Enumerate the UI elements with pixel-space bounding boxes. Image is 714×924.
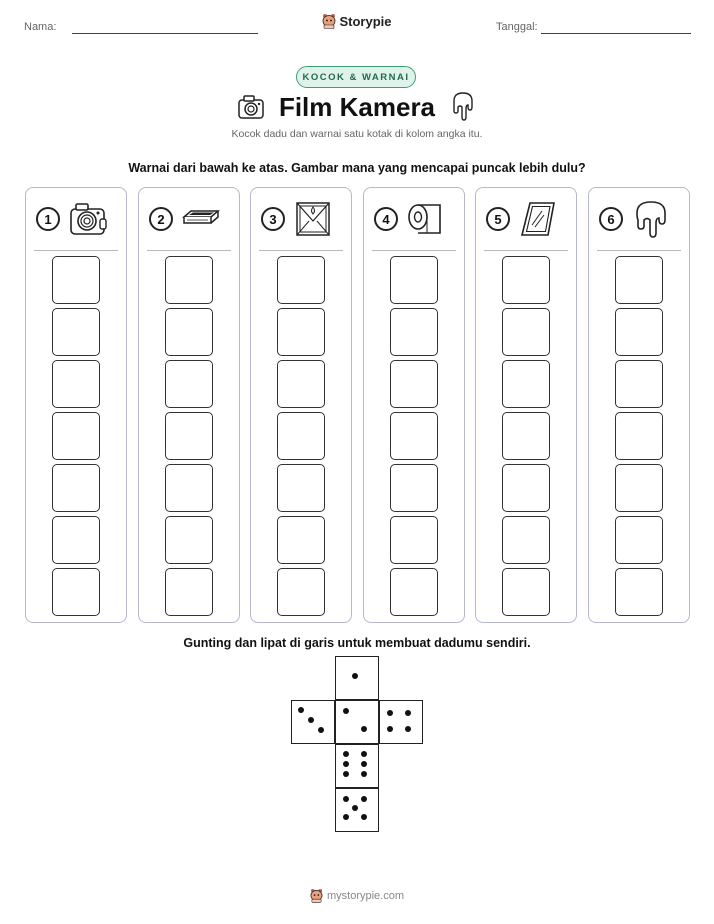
column-1 <box>25 187 127 623</box>
drip-icon <box>631 199 671 239</box>
color-box[interactable] <box>52 568 100 616</box>
color-box[interactable] <box>502 256 550 304</box>
column-number: 4 <box>374 207 398 231</box>
cut-instruction: Gunting dan lipat di garis untuk membuat dadumu sendiri. <box>183 636 531 650</box>
color-box[interactable] <box>390 412 438 460</box>
column-header <box>259 188 343 251</box>
die-face-4 <box>379 700 423 744</box>
color-box[interactable] <box>615 516 663 564</box>
color-box[interactable] <box>615 308 663 356</box>
color-box[interactable] <box>390 568 438 616</box>
color-box[interactable] <box>165 412 213 460</box>
column-5 <box>475 187 577 623</box>
color-box[interactable] <box>502 308 550 356</box>
color-box[interactable] <box>52 256 100 304</box>
brand-logo <box>0 13 714 34</box>
color-box[interactable] <box>277 256 325 304</box>
pip <box>405 710 411 716</box>
color-box[interactable] <box>52 308 100 356</box>
pip <box>343 771 349 777</box>
color-box[interactable] <box>277 412 325 460</box>
color-box[interactable] <box>615 256 663 304</box>
color-box[interactable] <box>277 360 325 408</box>
column-number: 2 <box>149 207 173 231</box>
color-box[interactable] <box>277 308 325 356</box>
film-roll-icon <box>406 199 446 239</box>
color-box[interactable] <box>390 308 438 356</box>
column-number: 6 <box>599 207 623 231</box>
camera-icon <box>68 199 108 239</box>
color-box[interactable] <box>390 464 438 512</box>
die-face-3 <box>291 700 335 744</box>
pip <box>361 796 367 802</box>
subtitle: Kocok dadu dan warnai satu kotak di kolom angka itu. <box>231 128 483 140</box>
photo-frame-icon <box>518 199 558 239</box>
pip <box>343 761 349 767</box>
storypie-mascot-icon <box>310 888 323 903</box>
developing-tray-icon <box>181 199 221 239</box>
pip <box>343 796 349 802</box>
color-box[interactable] <box>277 464 325 512</box>
color-box[interactable] <box>615 568 663 616</box>
footer <box>0 888 714 906</box>
pip <box>405 726 411 732</box>
pip <box>361 761 367 767</box>
color-box[interactable] <box>502 412 550 460</box>
column-header <box>34 188 118 251</box>
die-face-5 <box>335 788 379 832</box>
pip <box>343 751 349 757</box>
column-number: 5 <box>486 207 510 231</box>
envelope-icon <box>293 199 333 239</box>
color-box[interactable] <box>502 464 550 512</box>
title-drip-icon <box>450 91 476 123</box>
color-box[interactable] <box>615 360 663 408</box>
color-box[interactable] <box>277 568 325 616</box>
storypie-mascot-icon <box>322 13 336 29</box>
color-box[interactable] <box>165 464 213 512</box>
pip <box>387 710 393 716</box>
footer-url[interactable]: mystorypie.com <box>326 889 405 902</box>
die-face-2 <box>335 700 379 744</box>
pip <box>387 726 393 732</box>
column-number: 3 <box>261 207 285 231</box>
color-box[interactable] <box>165 308 213 356</box>
column-header <box>147 188 231 251</box>
date-label: Tanggal: <box>496 21 538 33</box>
pip <box>318 727 324 733</box>
color-box[interactable] <box>165 360 213 408</box>
color-box[interactable] <box>615 464 663 512</box>
color-box[interactable] <box>390 256 438 304</box>
color-box[interactable] <box>502 360 550 408</box>
pip <box>343 814 349 820</box>
pip <box>361 814 367 820</box>
column-number: 1 <box>36 207 60 231</box>
pip <box>343 708 349 714</box>
color-box[interactable] <box>277 516 325 564</box>
pip <box>352 673 358 679</box>
pip <box>361 771 367 777</box>
pip <box>352 805 358 811</box>
color-box[interactable] <box>502 516 550 564</box>
pip <box>308 717 314 723</box>
die-face-6 <box>335 744 379 788</box>
column-6 <box>588 187 690 623</box>
color-box[interactable] <box>502 568 550 616</box>
column-header <box>372 188 456 251</box>
color-box[interactable] <box>165 516 213 564</box>
page-title: Film Kamera <box>278 92 436 122</box>
column-header <box>484 188 568 251</box>
column-4 <box>363 187 465 623</box>
pip <box>361 726 367 732</box>
die-face-1 <box>335 656 379 700</box>
date-field-line[interactable] <box>541 33 691 34</box>
column-3 <box>250 187 352 623</box>
color-box[interactable] <box>52 464 100 512</box>
color-box[interactable] <box>52 360 100 408</box>
brand-name: Storypie <box>339 13 392 29</box>
color-box[interactable] <box>615 412 663 460</box>
column-2 <box>138 187 240 623</box>
instruction: Warnai dari bawah ke atas. Gambar mana yang mencapai puncak lebih dulu? <box>128 161 586 175</box>
color-box[interactable] <box>52 516 100 564</box>
pip <box>298 707 304 713</box>
column-header <box>597 188 681 251</box>
color-box[interactable] <box>390 360 438 408</box>
color-box[interactable] <box>52 412 100 460</box>
name-label: Nama: <box>24 21 57 33</box>
color-box[interactable] <box>390 516 438 564</box>
color-box[interactable] <box>165 256 213 304</box>
pip <box>361 751 367 757</box>
activity-badge: KOCOK & WARNAI <box>296 66 416 88</box>
color-box[interactable] <box>165 568 213 616</box>
